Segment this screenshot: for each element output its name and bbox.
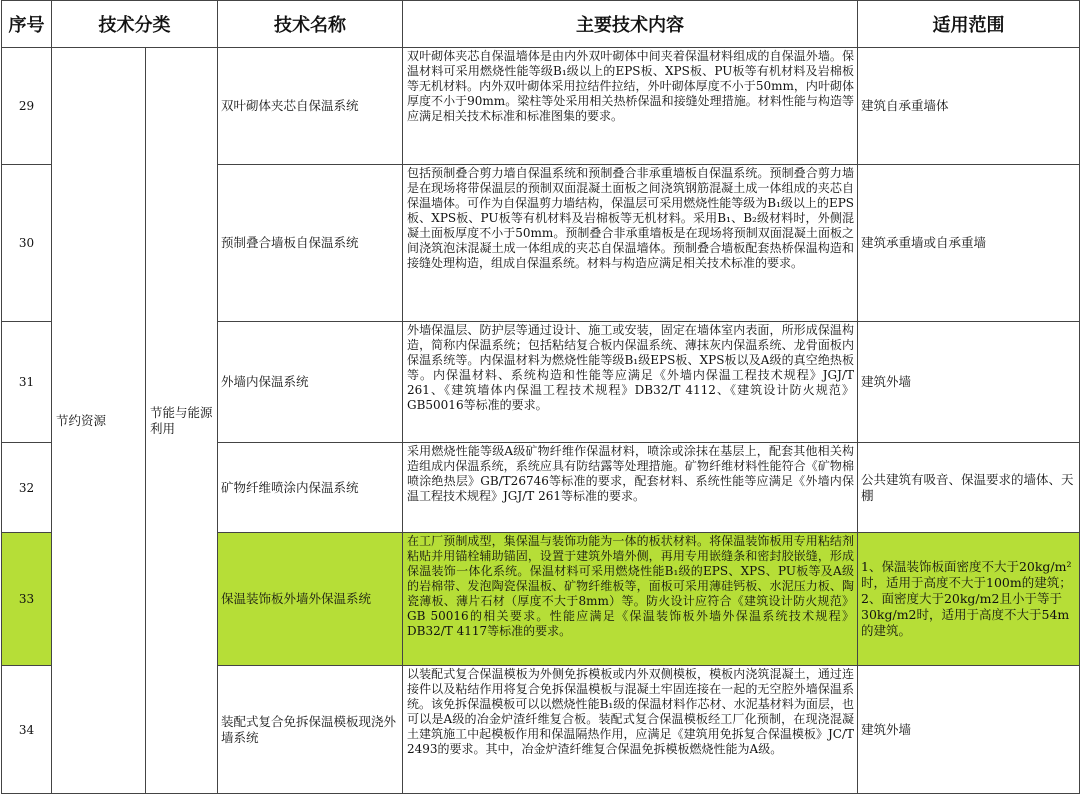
table-header-row	[2, 1, 1080, 48]
tech-content: 以装配式复合保温模板为外侧免拆模板或内外双侧模板，模板内浇筑混凝土，通过连接件以及粘结作用将复合免拆保温模板与混凝土牢固连接在一起的无空腔外墙保温系统。该免拆保温模板可以以燃烧性能B₁级的保温材料作芯材、水泥基材料为面层，也可以是A级的冶金炉渣纤维复合板。装配式复合保温模板经工厂化预制，在现浇混凝土建筑施工中起模板作用和保温隔热作用，应满足《建筑用免拆复合保温模板》JC/T 2493的要求。其中，冶金炉渣纤维复合保温免拆模板燃烧性能为A级。	[403, 666, 858, 794]
header-name: 技术名称	[218, 1, 403, 48]
category-major-label: 节约资源	[56, 412, 107, 428]
tech-scope: 建筑承重墙或自承重墙	[858, 165, 1080, 322]
header-no: 序号	[2, 1, 52, 48]
tech-content: 采用燃烧性能等级A级矿物纤维作保温材料，喷涂或涂抹在基层上，配套其他相关构造组成内保温系统，系统应具有防结露等处理措施。矿物纤维材料性能符合《矿物棉喷涂绝热层》GB/T26746等标准的要求，配套材料、系统性能等应满足《外墙内保温工程技术规程》JGJ/T 261等标准的要求。	[403, 443, 858, 533]
tech-content: 包括预制叠合剪力墙自保温系统和预制叠合非承重墙板自保温系统。预制叠合剪力墙是在现场将带保温层的预制双面混凝土面板之间浇筑钢筋混凝土成一体组成的夹芯自保温墙体。可作为自保温剪力墙结构，保温层可采用燃烧性能等级为B₁级以上的EPS板、XPS板、PU板等有机材料及岩棉板等无机材料。采用B₁、B₂级材料时，外侧混凝土面板厚度不小于50mm。预制叠合非承重墙板是在现场将预制双面混凝土面板之间浇筑泡沫混凝土成一体组成的夹芯自保温墙体。预制叠合墙板配套热桥保温构造和接缝处理构造，组成自保温系统。材料与构造应满足相关技术标准的要求。	[403, 165, 858, 322]
tech-name: 双叶砌体夹芯自保温系统	[218, 48, 403, 165]
tech-name: 预制叠合墙板自保温系统	[218, 165, 403, 322]
technology-table	[1, 0, 1080, 794]
tech-scope: 建筑外墙	[858, 666, 1080, 794]
row-number: 34	[2, 666, 52, 794]
row-number: 33	[2, 533, 52, 666]
tech-name: 保温装饰板外墙外保温系统	[218, 533, 403, 666]
row-number: 32	[2, 443, 52, 533]
row-number: 31	[2, 322, 52, 443]
tech-scope: 1、保温装饰板面密度不大于20kg/m²时，适用于高度不大于100m的建筑；2、面密度大于20kg/m2且小于等于30kg/m2时，适用于高度不大于54m的建筑。	[858, 533, 1080, 666]
tech-content: 外墙保温层、防护层等通过设计、施工或安装，固定在墙体室内表面，所形成保温构造，简称内保温系统；包括粘结复合板内保温系统、薄抹灰内保温系统、龙骨面板内保温系统等。内保温材料为燃烧性能等级B₁级EPS板、XPS板以及A级的真空绝热板等。内保温材料、系统构造和性能等应满足《外墙内保温工程技术规程》JGJ/T 261、《建筑墙体内保温工程技术规程》DB32/T 4112、《建筑设计防火规范》GB50016等标准的要求。	[403, 322, 858, 443]
category-minor-label: 节能与能源利用	[150, 404, 213, 436]
tech-scope: 公共建筑有吸音、保温要求的墙体、天棚	[858, 443, 1080, 533]
tech-content: 在工厂预制成型，集保温与装饰功能为一体的板状材料。将保温装饰板用专用粘结剂粘贴并用锚栓辅助锚固，设置于建筑外墙外侧，再用专用嵌缝条和密封胶嵌缝，形成保温装饰一体化系统。保温材料可采用燃烧性能B₁级的EPS、XPS、PU板等及A级的岩棉带、发泡陶瓷保温板、矿物纤维板等，面板可采用薄硅钙板、水泥压力板、陶瓷薄板、薄片石材（厚度不大于8mm）等。防火设计应符合《建筑设计防火规范》GB 50016的相关要求。性能应满足《保温装饰板外墙外保温系统技术规程》DB32/T 4117等标准的要求。	[403, 533, 858, 666]
tech-content: 双叶砌体夹芯自保温墙体是由内外双叶砌体中间夹着保温材料组成的自保温外墙。保温材料可采用燃烧性能等级B₁级以上的EPS板、XPS板、PU板等有机材料及岩棉板等无机材料。内外双叶砌体采用拉结件拉结，外叶砌体厚度不小于50mm，内叶砌体厚度不小于90mm。梁柱等处采用相关热桥保温和接缝处理措施。材料性能与构造等应满足相关技术标准和标准图集的要求。	[403, 48, 858, 165]
tech-scope: 建筑自承重墙体	[858, 48, 1080, 165]
category-minor	[146, 48, 218, 794]
header-category: 技术分类	[52, 1, 218, 48]
tech-scope: 建筑外墙	[858, 322, 1080, 443]
tech-name: 矿物纤维喷涂内保温系统	[218, 443, 403, 533]
tech-name: 外墙内保温系统	[218, 322, 403, 443]
tech-name: 装配式复合免拆保温模板现浇外墙系统	[218, 666, 403, 794]
header-content: 主要技术内容	[403, 1, 858, 48]
row-number: 29	[2, 48, 52, 165]
row-number: 30	[2, 165, 52, 322]
table-row	[2, 48, 1080, 165]
category-major	[52, 48, 146, 794]
header-scope: 适用范围	[858, 1, 1080, 48]
